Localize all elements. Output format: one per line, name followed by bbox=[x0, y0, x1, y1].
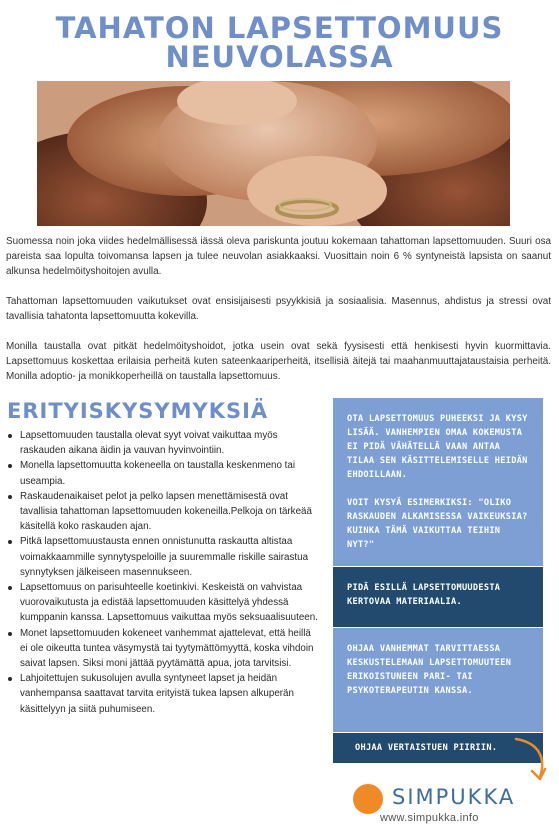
list-item-text: Lahjoitettujen sukusolujen avulla syntyneet lapset ja heidän vanhempansa saattavat tarvita erityistä tukea lapsen alkuperän käsittelyyn ja siitä puhumiseen. bbox=[20, 673, 294, 715]
list-item-text: Monet lapsettomuuden kokeneet vanhemmat ajattelevat, että heillä ei ole oikeutta tuntea väsymystä tai tyytymättömyyttä, koska vihdoin saivat lapsen. Siksi moni jättää pyytämättä apua, jota tarvitsisi. bbox=[20, 627, 314, 670]
list-item bbox=[6, 534, 318, 580]
list-item-text: Raskaudenaikaiset pelot ja pelko lapsen menettämisestä ovat tavallisia tahattoman lapsettomuuden kokeneilla.Pelkoja on tärkeää käsitellä koko raskauden ajan. bbox=[20, 490, 312, 533]
tip-panel-talk bbox=[333, 398, 543, 566]
list-item-text: Monella lapsettomuutta kokeneella on taustalla keskenmeno tai useampia. bbox=[20, 460, 296, 487]
logo-url: www.simpukka.info bbox=[380, 812, 479, 824]
intro-text bbox=[6, 234, 551, 399]
list-item-text: Pitkä lapsettomuustausta ennen onnistunutta raskautta altistaa voimakkaammille synnytyspeloille ja suuremmalle riskille sairastua synnytyksen jälkeiseen masennukseen. bbox=[20, 536, 309, 578]
page-title bbox=[0, 11, 559, 74]
list-item bbox=[6, 580, 318, 626]
logo-name: SIMPUKKA bbox=[392, 785, 516, 809]
bullet-icon bbox=[8, 540, 12, 544]
bullet-icon bbox=[8, 434, 12, 438]
bullet-icon bbox=[8, 495, 12, 499]
tip-text: PIDÄ ESILLÄ LAPSETTOMUUDESTA KERTOVAA MATERIAALIA. bbox=[347, 583, 501, 607]
list-item bbox=[6, 626, 318, 672]
tip-text: OHJAA VERTAISTUEN PIIRIIN. bbox=[355, 743, 498, 753]
simpukka-logo bbox=[353, 784, 543, 828]
tip-panel-therapist bbox=[333, 628, 543, 732]
title-line-2: NEUVOLASSA bbox=[165, 40, 394, 74]
bullet-icon bbox=[8, 632, 12, 636]
bullet-icon bbox=[8, 677, 12, 681]
curved-arrow-icon bbox=[510, 735, 550, 785]
section-title: ERITYISKYSYMYKSIÄ bbox=[7, 399, 269, 423]
hero-photo bbox=[37, 81, 510, 226]
intro-paragraph: Monilla taustalla ovat pitkät hedelmöityshoidot, jotka usein ovat sekä fyysisesti että henkisesti hyvin kuormittavia. Lapsettomuus koskettaa erilaisia perheitä kuten sateenkaariperheitä, itsellisiä äitejä tai maahanmuuttajataustaisia perheitä. Monilla adoptio- ja monikkoperheillä on taustalla lapsettomuus. bbox=[6, 341, 551, 382]
intro-paragraph: Tahattoman lapsettomuuden vaikutukset ovat ensisijaisesti psyykkisiä ja sosiaalisia. Masennus, ahdistus ja stressi ovat tavallisia tahatonta lapsettomuutta kokevilla. bbox=[6, 296, 551, 322]
list-item-text: Lapsettomuus on parisuhteelle koetinkivi. Keskeistä on vahvistaa vuorovaikutusta ja edistää lapsettomuuden käsittelyä yhdessä kumppanin kanssa. Lapsettomuus vaikuttaa myös seksuaalisuuteen. bbox=[20, 582, 318, 624]
title-line-1: TAHATON LAPSETTOMUUS bbox=[55, 11, 504, 45]
bullet-icon bbox=[8, 464, 12, 468]
intro-paragraph: Suomessa noin joka viides hedelmällisessä iässä oleva pariskunta joutuu kokemaan tahattoman lapsettomuuden. Suuri osa pareista saa lopulta toivomansa lapsen ja tulee neuvolan asiakkaaksi. Vuosittain noin 6 % syntyneistä lapsista on saanut alkunsa hedelmöityshoitojen avulla. bbox=[6, 236, 551, 277]
tip-text: OTA LAPSETTOMUUS PUHEEKSI JA KYSY LISÄÄ. VANHEMPIEN OMAA KOKEMUSTA EI PIDÄ VÄHÄTELLÄ VAAN ANTAA TILAA SEN KÄSITTELEMISELLE HEIDÄN EHDOILLAAN. bbox=[347, 414, 528, 480]
list-item bbox=[6, 671, 318, 717]
special-issues-list bbox=[6, 428, 318, 717]
list-item-text: Lapsettomuuden taustalla olevat syyt voivat vaikuttaa myös raskauden aikana äidin ja vauvan hyvinvointiin. bbox=[20, 430, 278, 457]
tip-text: VOIT KYSYÄ ESIMERKIKSI: "OLIKO RASKAUDEN ALKAMISESSA VAIKEUKSIA? KUINKA TÄMÄ VAIKUTTAA TEIHIN NYT?" bbox=[347, 498, 528, 550]
list-item bbox=[6, 489, 318, 535]
tip-panel-material bbox=[333, 567, 543, 627]
tip-text: OHJAA VANHEMMAT TARVITTAESSA KESKUSTELEMAAN LAPSETTOMUUTEEN ERIKOISTUNEEN PARI- TAI PSYKOTERAPEUTIN KANSSA. bbox=[347, 644, 512, 696]
list-item bbox=[6, 428, 318, 458]
list-item bbox=[6, 458, 318, 488]
hands-stacked-photo-icon bbox=[37, 81, 510, 226]
logo-circle-icon bbox=[353, 784, 383, 814]
bullet-icon bbox=[8, 586, 12, 590]
